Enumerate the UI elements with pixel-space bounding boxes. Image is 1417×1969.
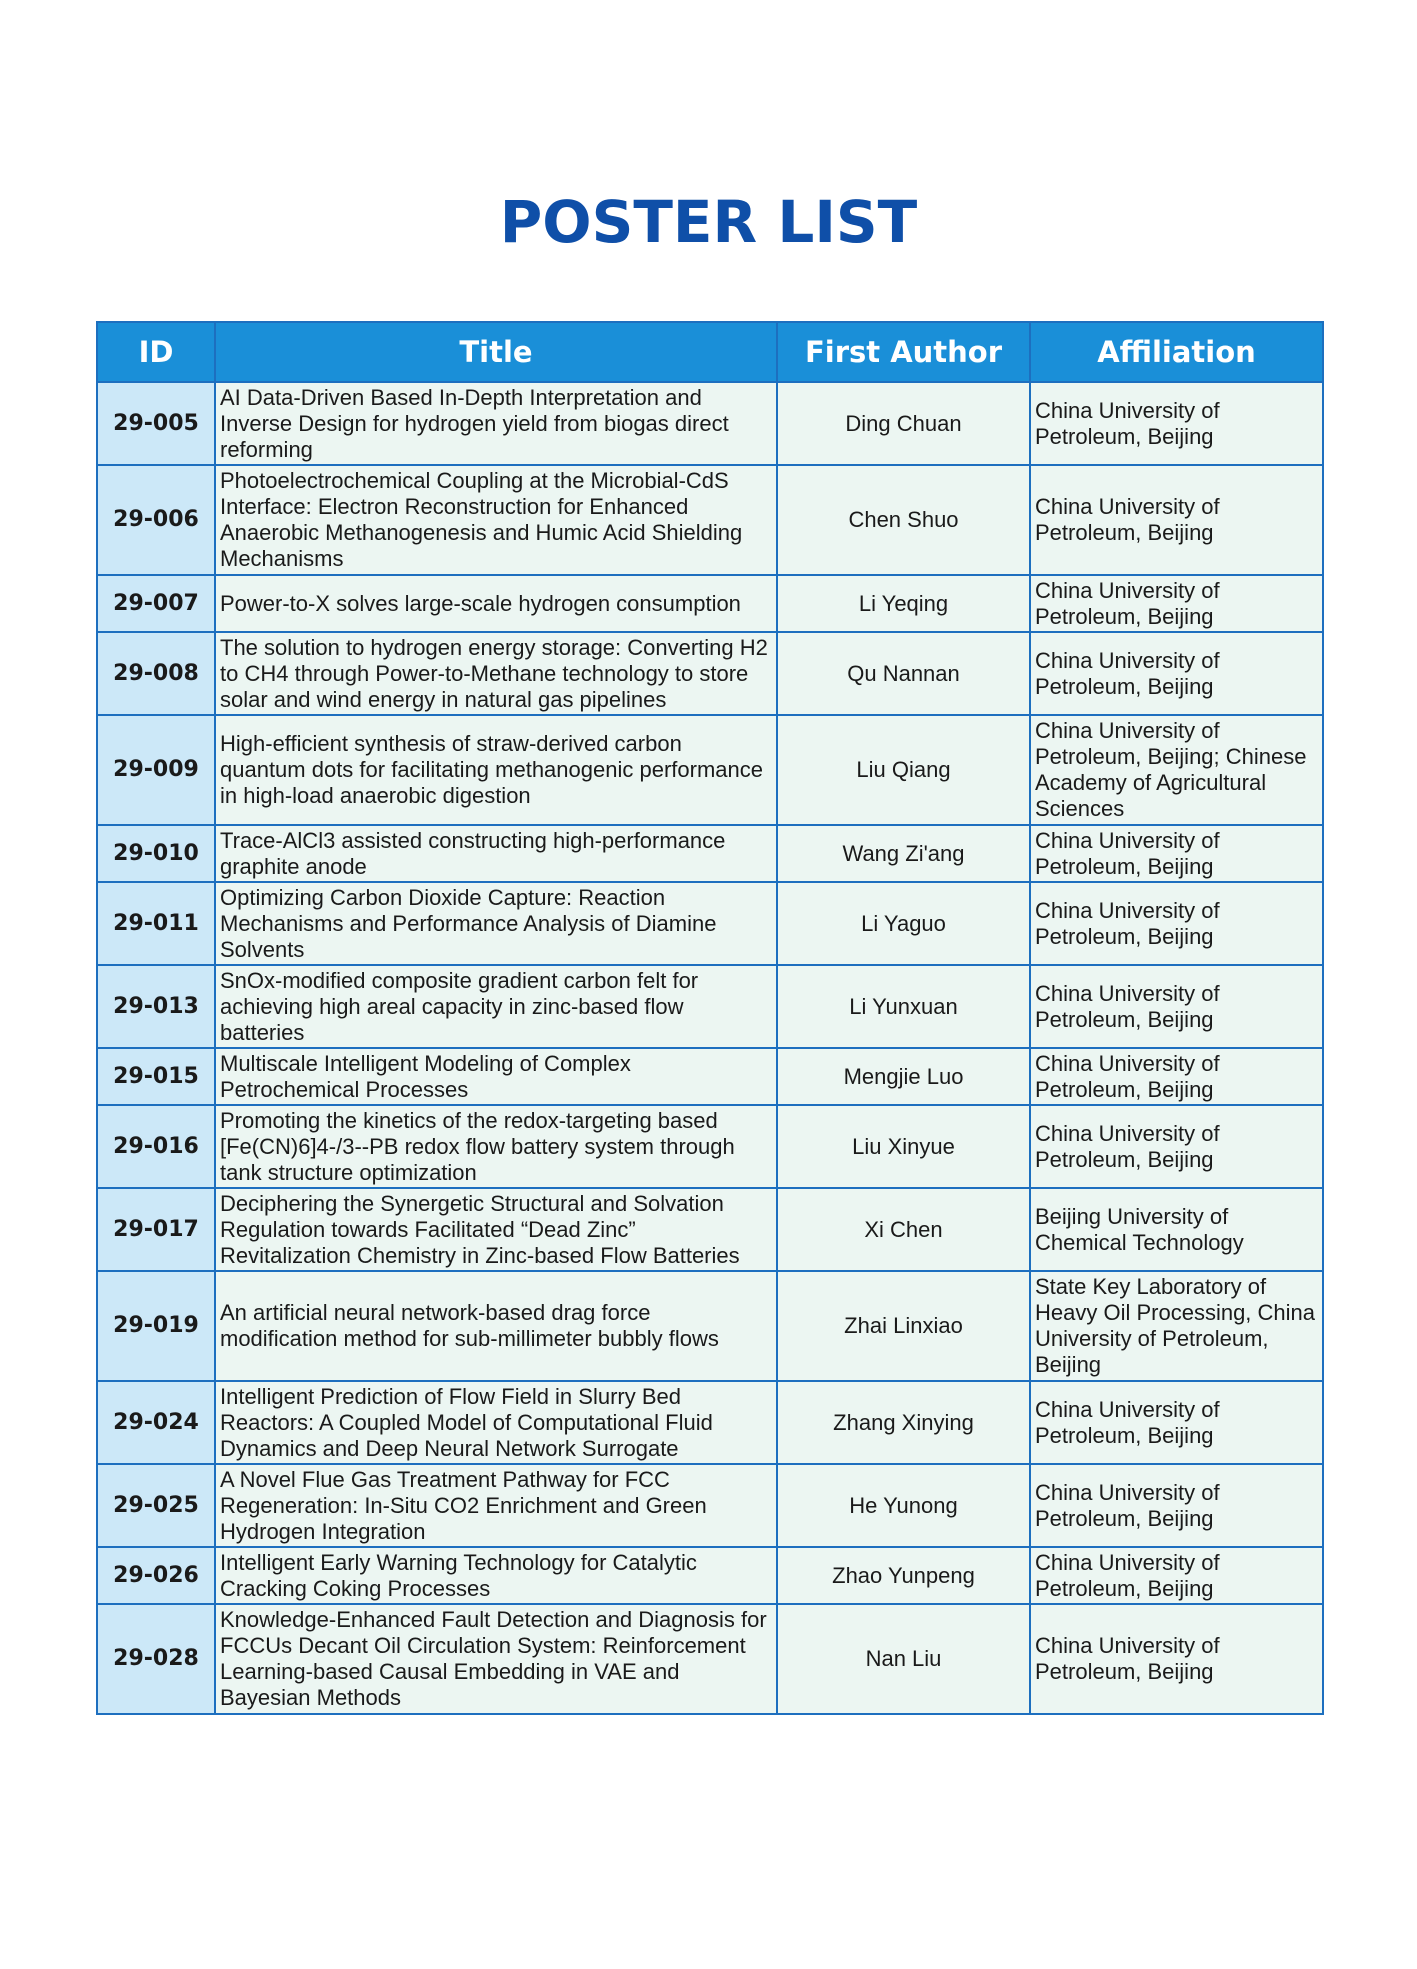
table-row bbox=[97, 1547, 1323, 1604]
table-row bbox=[97, 1381, 1323, 1464]
cell-first-author: Chen Shuo bbox=[777, 465, 1030, 575]
table-row bbox=[97, 1271, 1323, 1381]
table-row bbox=[97, 715, 1323, 825]
cell-title: Deciphering the Synergetic Structural and Solvation Regulation towards Facilitated “Dead Zinc” Revitalization Chemistry in Zinc-based Flow Batteries bbox=[215, 1188, 777, 1271]
cell-title: Promoting the kinetics of the redox-targeting based [Fe(CN)6]4-/3--PB redox flow battery system through tank structure optimization bbox=[215, 1105, 777, 1188]
cell-id: 29-017 bbox=[97, 1188, 215, 1271]
table-row bbox=[97, 382, 1323, 465]
table-row bbox=[97, 575, 1323, 632]
cell-affiliation: China University of Petroleum, Beijing bbox=[1030, 882, 1323, 965]
cell-affiliation: China University of Petroleum, Beijing bbox=[1030, 1464, 1323, 1547]
table-row bbox=[97, 465, 1323, 575]
cell-id: 29-025 bbox=[97, 1464, 215, 1547]
cell-first-author: Ding Chuan bbox=[777, 382, 1030, 465]
cell-title: Multiscale Intelligent Modeling of Complex Petrochemical Processes bbox=[215, 1048, 777, 1105]
cell-affiliation: China University of Petroleum, Beijing bbox=[1030, 1604, 1323, 1714]
table-header-row bbox=[97, 322, 1323, 382]
cell-title: High-efficient synthesis of straw-derived carbon quantum dots for facilitating methanogenic performance in high-load anaerobic digestion bbox=[215, 715, 777, 825]
page-title: POSTER LIST bbox=[499, 188, 918, 256]
table-body bbox=[97, 382, 1323, 1714]
cell-id: 29-005 bbox=[97, 382, 215, 465]
cell-first-author: Liu Qiang bbox=[777, 715, 1030, 825]
table-row bbox=[97, 1464, 1323, 1547]
table-row bbox=[97, 965, 1323, 1048]
cell-affiliation: China University of Petroleum, Beijing bbox=[1030, 1105, 1323, 1188]
cell-id: 29-009 bbox=[97, 715, 215, 825]
cell-id: 29-010 bbox=[97, 825, 215, 882]
cell-affiliation: China University of Petroleum, Beijing bbox=[1030, 465, 1323, 575]
cell-affiliation: China University of Petroleum, Beijing bbox=[1030, 382, 1323, 465]
cell-affiliation: China University of Petroleum, Beijing bbox=[1030, 632, 1323, 715]
cell-id: 29-024 bbox=[97, 1381, 215, 1464]
table-row bbox=[97, 882, 1323, 965]
header-title: Title bbox=[215, 322, 777, 382]
cell-affiliation: State Key Laboratory of Heavy Oil Processing, China University of Petroleum, Beijing bbox=[1030, 1271, 1323, 1381]
cell-first-author: Liu Xinyue bbox=[777, 1105, 1030, 1188]
cell-title: Intelligent Prediction of Flow Field in Slurry Bed Reactors: A Coupled Model of Computational Fluid Dynamics and Deep Neural Network Surrogate bbox=[215, 1381, 777, 1464]
cell-id: 29-026 bbox=[97, 1547, 215, 1604]
cell-affiliation: China University of Petroleum, Beijing bbox=[1030, 1048, 1323, 1105]
cell-title: A Novel Flue Gas Treatment Pathway for FCC Regeneration: In-Situ CO2 Enrichment and Green Hydrogen Integration bbox=[215, 1464, 777, 1547]
cell-first-author: Zhang Xinying bbox=[777, 1381, 1030, 1464]
table-row bbox=[97, 1105, 1323, 1188]
cell-id: 29-028 bbox=[97, 1604, 215, 1714]
cell-title: Photoelectrochemical Coupling at the Microbial-CdS Interface: Electron Reconstruction for Enhanced Anaerobic Methanogenesis and Humic Acid Shielding Mechanisms bbox=[215, 465, 777, 575]
cell-first-author: Wang Zi'ang bbox=[777, 825, 1030, 882]
cell-affiliation: China University of Petroleum, Beijing bbox=[1030, 825, 1323, 882]
poster-table bbox=[96, 321, 1324, 1715]
header-first-author: First Author bbox=[777, 322, 1030, 382]
cell-affiliation: China University of Petroleum, Beijing; Chinese Academy of Agricultural Sciences bbox=[1030, 715, 1323, 825]
cell-title: SnOx-modified composite gradient carbon felt for achieving high areal capacity in zinc-based flow batteries bbox=[215, 965, 777, 1048]
cell-affiliation: China University of Petroleum, Beijing bbox=[1030, 1381, 1323, 1464]
cell-id: 29-016 bbox=[97, 1105, 215, 1188]
cell-affiliation: China University of Petroleum, Beijing bbox=[1030, 965, 1323, 1048]
cell-title: Intelligent Early Warning Technology for Catalytic Cracking Coking Processes bbox=[215, 1547, 777, 1604]
cell-title: Knowledge-Enhanced Fault Detection and Diagnosis for FCCUs Decant Oil Circulation System: Reinforcement Learning-based Causal Embedding in VAE and Bayesian Methods bbox=[215, 1604, 777, 1714]
table-row bbox=[97, 632, 1323, 715]
cell-first-author: He Yunong bbox=[777, 1464, 1030, 1547]
cell-id: 29-006 bbox=[97, 465, 215, 575]
cell-title: Trace-AlCl3 assisted constructing high-performance graphite anode bbox=[215, 825, 777, 882]
table-row bbox=[97, 1604, 1323, 1714]
header-id: ID bbox=[97, 322, 215, 382]
cell-id: 29-007 bbox=[97, 575, 215, 632]
cell-id: 29-019 bbox=[97, 1271, 215, 1381]
cell-title: The solution to hydrogen energy storage: Converting H2 to CH4 through Power-to-Methane technology to store solar and wind energy in natural gas pipelines bbox=[215, 632, 777, 715]
cell-title: Power-to-X solves large-scale hydrogen consumption bbox=[215, 575, 777, 632]
cell-title: An artificial neural network-based drag force modification method for sub-millimeter bubbly flows bbox=[215, 1271, 777, 1381]
cell-id: 29-013 bbox=[97, 965, 215, 1048]
table-row bbox=[97, 825, 1323, 882]
cell-first-author: Qu Nannan bbox=[777, 632, 1030, 715]
cell-title: AI Data-Driven Based In-Depth Interpretation and Inverse Design for hydrogen yield from biogas direct reforming bbox=[215, 382, 777, 465]
cell-first-author: Nan Liu bbox=[777, 1604, 1030, 1714]
cell-first-author: Li Yaguo bbox=[777, 882, 1030, 965]
cell-first-author: Li Yeqing bbox=[777, 575, 1030, 632]
header-affiliation: Affiliation bbox=[1030, 322, 1323, 382]
cell-first-author: Zhai Linxiao bbox=[777, 1271, 1030, 1381]
cell-first-author: Mengjie Luo bbox=[777, 1048, 1030, 1105]
cell-first-author: Xi Chen bbox=[777, 1188, 1030, 1271]
cell-affiliation: China University of Petroleum, Beijing bbox=[1030, 575, 1323, 632]
cell-id: 29-008 bbox=[97, 632, 215, 715]
table-row bbox=[97, 1048, 1323, 1105]
table-row bbox=[97, 1188, 1323, 1271]
cell-affiliation: China University of Petroleum, Beijing bbox=[1030, 1547, 1323, 1604]
cell-id: 29-011 bbox=[97, 882, 215, 965]
cell-affiliation: Beijing University of Chemical Technology bbox=[1030, 1188, 1323, 1271]
cell-first-author: Li Yunxuan bbox=[777, 965, 1030, 1048]
cell-first-author: Zhao Yunpeng bbox=[777, 1547, 1030, 1604]
cell-id: 29-015 bbox=[97, 1048, 215, 1105]
cell-title: Optimizing Carbon Dioxide Capture: Reaction Mechanisms and Performance Analysis of Diamine Solvents bbox=[215, 882, 777, 965]
